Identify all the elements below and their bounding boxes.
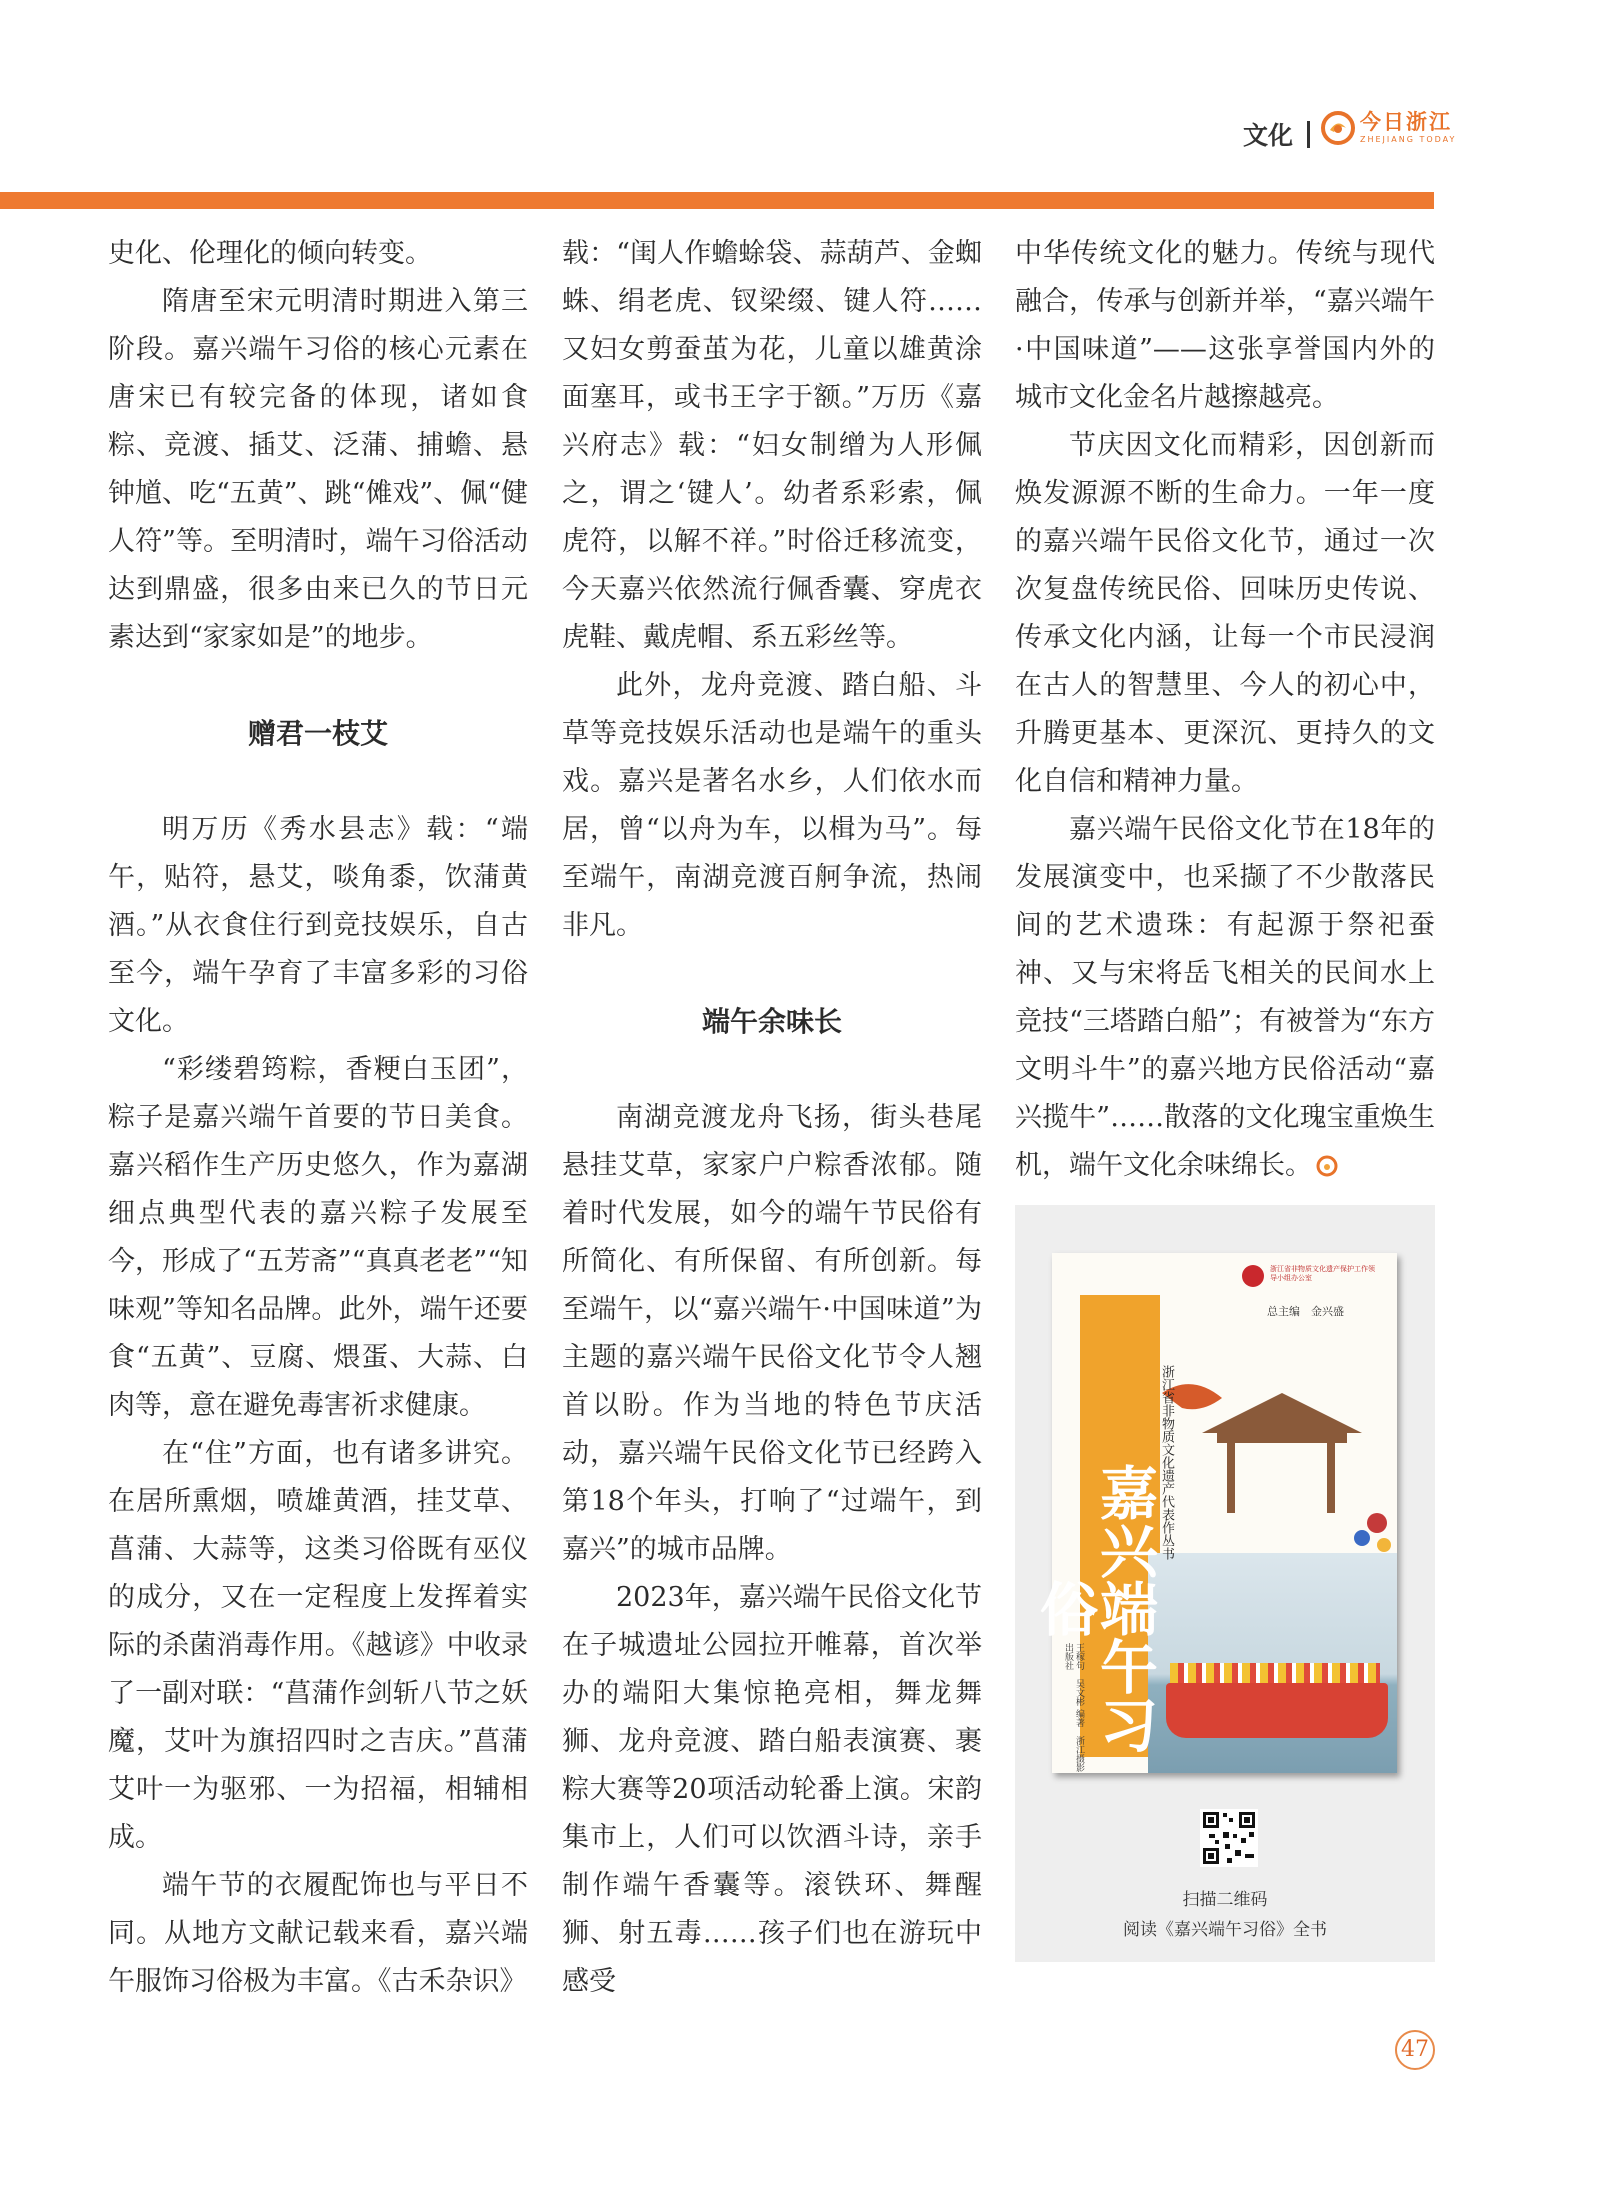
paragraph: 中华传统文化的魅力。传统与现代融合，传承与创新并举，“嘉兴端午·中国味道”——这张享誉国内外的城市文化金名片越擦越亮。 xyxy=(1015,238,1435,413)
pavilion-papercut-icon xyxy=(1162,1373,1397,1553)
book-authors: 王稼句 吴文彬 编著 浙江摄影出版社 xyxy=(1063,1643,1084,1772)
paragraph xyxy=(1015,806,1435,1190)
magazine-logo xyxy=(1320,110,1456,146)
header-divider xyxy=(1307,121,1310,148)
paragraph: 载：“闺人作蟾蜍袋、蒜葫芦、金蜘蛛、绢老虎、钗梁缀、键人符……又妇女剪蚕茧为花，儿童以雄黄涂面塞耳，或书王字于额。”万历《嘉兴府志》载：“妇女制缯为人形佩之，谓之‘键人’。幼者系彩索，佩虎符，以解不祥。”时俗迁移流变，今天嘉兴依然流行佩香囊、穿虎衣虎鞋、戴虎帽、系五彩丝等。 xyxy=(562,238,982,653)
paragraph: 节庆因文化而精彩，因创新而焕发源源不断的生命力。一年一度的嘉兴端午民俗文化节，通过一次次复盘传统民俗、回味历史传说、传承文化内涵，让每一个市民浸润在古人的智慧里、今人的初心中，升腾更基本、更深沉、更持久的文化自信和精神力量。 xyxy=(1015,430,1435,797)
article-column-1 xyxy=(108,230,528,2006)
paragraph: 明万历《秀水县志》载：“端午，贴符，悬艾，啖角黍，饮蒲黄酒。”从衣食住行到竞技娱乐，自古至今，端午孕育了丰富多彩的习俗文化。 xyxy=(108,814,528,1037)
paragraph-text: 嘉兴端午民俗文化节在18年的发展演变中，也采撷了不少散落民间的艺术遗珠：有起源于祭祀蚕神、又与宋将岳飞相关的民间水上竞技“三塔踏白船”；有被誉为“东方文明斗牛”的嘉兴地方民俗活动“嘉兴揽牛”……散落的文化瑰宝重焕生机，端午文化余味绵长。 xyxy=(1015,814,1435,1181)
paragraph: 在“住”方面，也有诸多讲究。在居所熏烟，喷雄黄酒，挂艾草、菖蒲、大蒜等，这类习俗既有巫仪的成分，又在一定程度上发挥着实际的杀菌消毒作用。《越谚》中收录了一副对联：“菖蒲作剑斩八节之妖魔，艾叶为旗招四时之吉庆。”菖蒲艾叶一为驱邪、一为招福，相辅相成。 xyxy=(108,1438,528,1853)
paragraph: 南湖竞渡龙舟飞扬，街头巷尾悬挂艾草，家家户户粽香浓郁。随着时代发展，如今的端午节民俗有所简化、有所保留、有所创新。每至端午，以“嘉兴端午·中国味道”为主题的嘉兴端午民俗文化节令人翘首以盼。作为当地的特色节庆活动，嘉兴端午民俗文化节已经跨入第18个年头，打响了“过端午，到嘉兴”的城市品牌。 xyxy=(562,1102,982,1565)
paragraph: 端午节的衣履配饰也与平日不同。从地方文献记载来看，嘉兴端午服饰习俗极为丰富。《古禾杂识》 xyxy=(108,1870,528,1997)
dragon-boat-photo xyxy=(1148,1553,1397,1773)
section-label: 文化 xyxy=(1243,121,1294,150)
article-column-3 xyxy=(1015,230,1435,1190)
paragraph: 隋唐至宋元明清时期进入第三阶段。嘉兴端午习俗的核心元素在唐宋已有较完备的体现，诸如食粽、竞渡、插艾、泛蒲、捕蟾、悬钟馗、吃“五黄”、跳“傩戏”、佩“健人符”等。至明清时，端午习俗活动达到鼎盛，很多由来已久的节日元素达到“家家如是”的地步。 xyxy=(108,286,529,653)
paragraph: 史化、伦理化的倾向转变。 xyxy=(108,238,432,269)
book-title: 嘉兴端午习俗 xyxy=(1030,1463,1158,1753)
paragraph: 此外，龙舟竞渡、踏白船、斗草等竞技娱乐活动也是端午的重头戏。嘉兴是著名水乡，人们依水而居，曾“以舟为车，以楫为马”。每至端午，南湖竞渡百舸争流，热闹非凡。 xyxy=(562,670,982,941)
scan-prompt: 扫描二维码 xyxy=(1182,1890,1268,1910)
dragon-boat xyxy=(1166,1683,1388,1738)
article-column-2 xyxy=(562,230,982,2006)
page-number: 47 xyxy=(1395,2030,1435,2070)
section-heading: 端午余味长 xyxy=(701,1005,842,1038)
paragraph: “彩缕碧筠粽，香粳白玉团”，粽子是嘉兴端午首要的节日美食。嘉兴稻作生产历史悠久，作为嘉湖细点典型代表的嘉兴粽子发展至今，形成了“五芳斋”“真真老老”“知味观”等知名品牌。此外，端午还要食“五黄”、豆腐、煨蛋、大蒜、白肉等，意在避免毒害祈求健康。 xyxy=(108,1054,529,1421)
cover-publisher-note: 浙江省非物质文化遗产保护工作领导小组办公室 xyxy=(1270,1265,1375,1282)
book-promo-panel xyxy=(1015,1205,1435,1962)
book-series: 浙江省非物质文化遗产代表作丛书 xyxy=(1159,1365,1174,1560)
header-accent-bar xyxy=(0,192,1434,209)
qr-code-icon[interactable] xyxy=(1200,1809,1258,1867)
logo-swirl-icon xyxy=(1320,110,1356,146)
read-book-prompt: 阅读《嘉兴端午习俗》全书 xyxy=(1123,1920,1327,1940)
publisher-seal-icon xyxy=(1242,1265,1264,1287)
logo-text: 今日浙江 xyxy=(1360,110,1452,134)
logo-subtext: ZHEJIANG TODAY xyxy=(1360,135,1457,144)
end-mark-icon xyxy=(1316,1155,1338,1177)
paragraph: 2023年，嘉兴端午民俗文化节在子城遗址公园拉开帷幕，首次举办的端阳大集惊艳亮相，舞龙舞狮、龙舟竞渡、踏白船表演赛、裹粽大赛等20项活动轮番上演。宋韵集市上，人们可以饮酒斗诗，亲手制作端午香囊等。滚铁环、舞醒狮、射五毒……孩子们也在游玩中感受 xyxy=(562,1582,982,1997)
cover-editor: 总主编 金兴盛 xyxy=(1267,1305,1344,1318)
book-cover[interactable] xyxy=(1030,1253,1397,1773)
section-heading: 赠君一枝艾 xyxy=(247,717,388,750)
